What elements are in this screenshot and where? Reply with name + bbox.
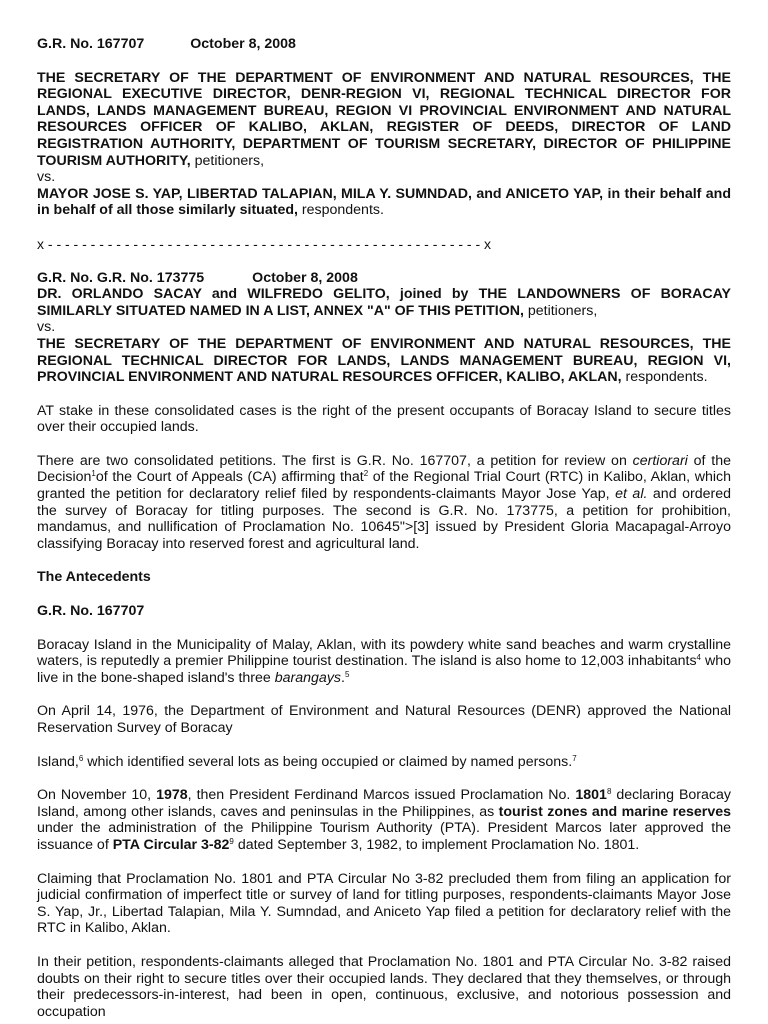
- paragraph-consolidated-petitions: [37, 453, 731, 553]
- paragraph-their-petition: In their petition, respondents-claimants alleged that Proclamation No. 1801 and PTA Circular No. 3-82 raised doubts on their right to secure titles over their occupied lands. They declared that they themselves, or through their predecessors-in-interest, had been in open, continuous, exclusive, and notorious possession and occupation: [37, 953, 731, 1020]
- case2-respondents-label: respondents.: [621, 369, 708, 386]
- text-run: which identified several lots as being occupied or claimed by named persons.: [83, 753, 573, 770]
- footnote-ref-8[interactable]: 8: [606, 787, 612, 797]
- case1-date: October 8, 2008: [190, 36, 296, 52]
- heading-antecedents-text: The Antecedents: [37, 569, 151, 586]
- paragraph-boracay-island: [37, 637, 731, 687]
- heading-gr-text: G.R. No. 167707: [37, 603, 145, 620]
- case2-petitioners-label: petitioners,: [523, 302, 598, 319]
- text-run: of the Decision: [37, 452, 731, 486]
- text-run: Island,: [37, 753, 79, 770]
- footnote-ref-9[interactable]: 9: [229, 836, 234, 846]
- italic-barangays: barangays: [274, 669, 342, 686]
- case2-date: October 8, 2008: [252, 269, 358, 286]
- heading-antecedents: [37, 569, 731, 586]
- footnote-ref-6[interactable]: 6: [78, 753, 84, 763]
- case1-gr-no: G.R. No. 167707: [37, 36, 145, 52]
- footnote-ref-1[interactable]: 1: [91, 469, 96, 479]
- document-page: [37, 36, 731, 1020]
- bold-tourist-zones: tourist zones and marine reserves: [498, 803, 732, 820]
- case1-petitioners: [37, 70, 731, 170]
- text-run: , then President Ferdinand Marcos issued Proclamation No.: [187, 787, 576, 804]
- case1-respondents-names: MAYOR JOSE S. YAP, LIBERTAD TALAPIAN, MILA Y. SUMNDAD, and ANICETO YAP, in their behalf and in behalf of all those similarly situated,: [37, 185, 731, 219]
- paragraph-november-1978: [37, 787, 731, 853]
- case2-gr-no: G.R. No. G.R. No. 173775: [37, 269, 205, 286]
- text-run: declaring Boracay Island, among other islands, caves and peninsulas in the Philippines, as: [37, 787, 731, 820]
- case1-petitioners-label: petitioners,: [190, 152, 265, 169]
- case2-petitioners: [37, 286, 731, 319]
- footnote-ref-4[interactable]: 4: [696, 653, 701, 663]
- case1-respondents-label: respondents.: [297, 202, 384, 219]
- footnote-ref-5[interactable]: 5: [344, 669, 350, 679]
- case2-header: [37, 270, 731, 287]
- paragraph-claiming: Claiming that Proclamation No. 1801 and PTA Circular No 3-82 precluded them from filing an application for judicial confirmation of imperfect title or survey of land for titling purposes, respondents-claimants Mayor Jose S. Yap, Jr., Libertad Talapian, Mila Y. Sumndad, and Aniceto Yap filed a petition for declaratory relief with the RTC in Kalibo, Aklan.: [37, 870, 731, 937]
- case1-header: [37, 36, 731, 53]
- footnote-ref-7[interactable]: 7: [572, 753, 577, 763]
- footnote-ref-2[interactable]: 2: [363, 469, 369, 479]
- paragraph-island-survey: [37, 754, 731, 771]
- text-run: of the Court of Appeals (CA) affirming that: [95, 469, 364, 486]
- case-separator: x - - - - - - - - - - - - - - - - - - - - - - - - - - - - - - - - - - - - - - - - - - - - - - - - - - - x: [37, 235, 492, 252]
- italic-certiorari: certiorari: [632, 452, 688, 469]
- case1-respondents: [37, 186, 731, 219]
- paragraph-stake: AT stake in these consolidated cases is the right of the present occupants of Boracay Island to secure titles over their occupied lands.: [37, 402, 731, 436]
- text-run: .: [341, 669, 345, 686]
- paragraph-april-1976: On April 14, 1976, the Department of Environment and Natural Resources (DENR) approved the National Reservation Survey of Boracay: [37, 703, 731, 736]
- text-run: under the administration of the Philippine Tourism Authority (PTA). President Marcos later approved the issuance of: [37, 820, 731, 853]
- case2-respondents: [37, 336, 731, 386]
- case1-vs: vs.: [37, 169, 56, 186]
- bold-year: 1978: [156, 787, 188, 804]
- bold-pta-circular: PTA Circular 3-82: [112, 836, 230, 853]
- text-run: who live in the bone-shaped island's three: [37, 653, 732, 686]
- italic-et-al: et al.: [615, 486, 648, 503]
- text-run: Boracay Island in the Municipality of Malay, Aklan, with its powdery white sand beaches and warm crystalline waters, is reputedly a premier Philippine tourist destination. The island is also home to 12,003 inhabitants: [37, 636, 731, 670]
- heading-gr-167707: [37, 603, 731, 620]
- text-run: There are two consolidated petitions. The first is G.R. No. 167707, a petition for review on: [37, 452, 633, 469]
- text-run: and ordered the survey of Boracay for titling purposes. The second is G.R. No. 173775, a petition for prohibition, mandamus, and nullification of Proclamation No. 10645">[3] issued by President Gloria Macapagal-Arroyo classifying Boracay into reserved forest and agricultural land.: [37, 486, 731, 552]
- case2-petitioners-names: DR. ORLANDO SACAY and WILFREDO GELITO, joined by THE LANDOWNERS OF BORACAY SIMILARLY SITUATED NAMED IN A LIST, ANNEX "A" OF THIS PETITION,: [37, 286, 731, 319]
- text-run: On November 10,: [37, 787, 157, 804]
- text-run: dated September 3, 1982, to implement Proclamation No. 1801.: [233, 836, 640, 853]
- case2-respondents-names: THE SECRETARY OF THE DEPARTMENT OF ENVIRONMENT AND NATURAL RESOURCES, THE REGIONAL TECHNICAL DIRECTOR FOR LANDS, LANDS MANAGEMENT BUREAU, REGION VI, PROVINCIAL ENVIRONMENT AND NATURAL RESOURCES OFFICER, KALIBO, AKLAN,: [37, 335, 731, 386]
- case1-petitioners-names: THE SECRETARY OF THE DEPARTMENT OF ENVIRONMENT AND NATURAL RESOURCES, THE REGIONAL EXECUTIVE DIRECTOR, DENR-REGION VI, REGIONAL TECHNICAL DIRECTOR FOR LANDS, LANDS MANAGEMENT BUREAU, REGION VI PROVINCIAL ENVIRONMENT AND NATURAL RESOURCES OFFICER OF KALIBO, AKLAN, REGISTER OF DEEDS, DIRECTOR OF LAND REGISTRATION AUTHORITY, DEPARTMENT OF TOURISM SECRETARY, DIRECTOR OF PHILIPPINE TOURISM AUTHORITY,: [37, 69, 731, 169]
- text-run: of the Regional Trial Court (RTC) in Kalibo, Aklan, which granted the petition for declaratory relief filed by respondents-claimants Mayor Jose Yap,: [37, 469, 731, 503]
- bold-proclamation: 1801: [575, 787, 607, 804]
- case2-vs: vs.: [37, 319, 56, 336]
